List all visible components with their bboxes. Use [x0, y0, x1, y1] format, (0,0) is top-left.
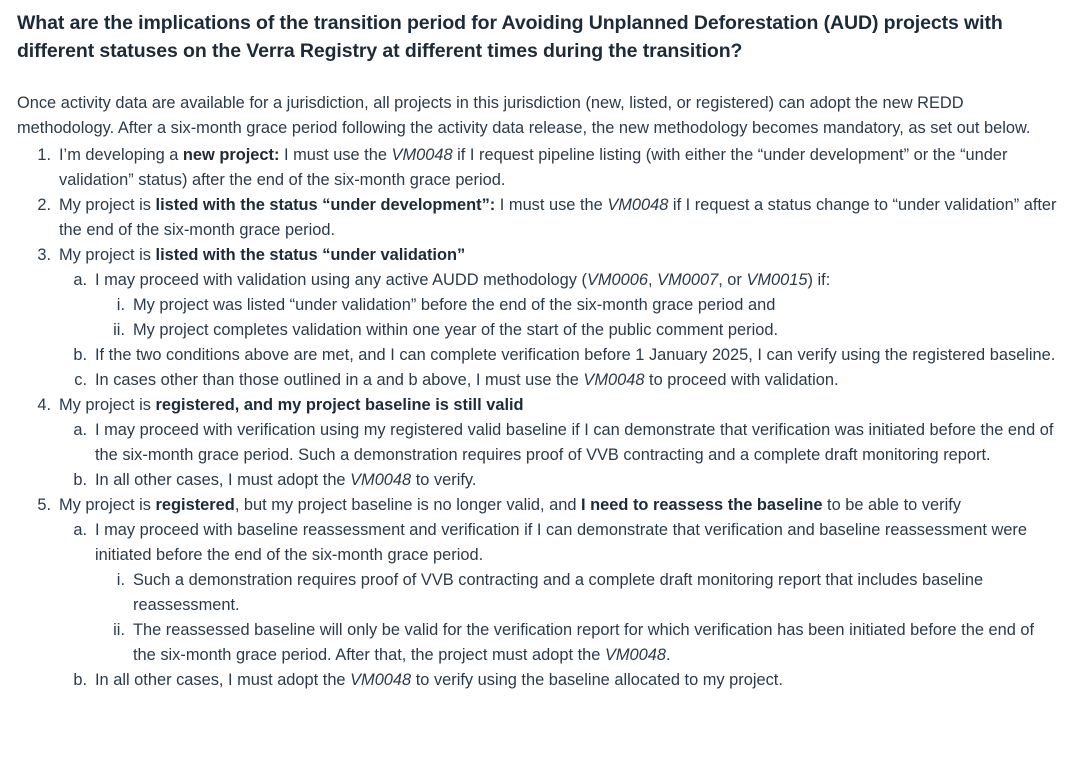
list-item-5a-i-text: Such a demonstration requires proof of VVB contracting and a complete draft monitoring report that includes baseline reassessment.	[133, 570, 984, 614]
list-item-5a-i	[95, 568, 1060, 618]
list-marker-4a: a .	[59, 418, 87, 443]
list-marker-4b: b .	[59, 468, 87, 493]
item2-method-code: VM0048	[607, 195, 669, 214]
list-item-2	[17, 193, 1060, 243]
list-item-5	[17, 493, 1060, 693]
item3a-mid1: ,	[648, 270, 658, 289]
item3a-method-code-2: VM0007	[657, 270, 719, 289]
list-marker-4: 4 .	[17, 393, 51, 418]
list-item-5a-text: I may proceed with baseline reassessment and verification if I can demonstrate that verification and baseline reassessment were initiated before the end of the six-month grace period.	[95, 520, 1028, 564]
item4b-lead: In all other cases, I must adopt the	[95, 470, 351, 489]
list-item-5b	[59, 668, 1060, 693]
list-item-3c-text	[95, 368, 1060, 393]
item5-tail: to be able to verify	[822, 495, 961, 514]
item2-tail: if I request a status change to “under validation” after the end of the six-month grace period.	[59, 195, 1057, 239]
item5-bold-2: I need to reassess the baseline	[581, 495, 823, 514]
list-item-1	[17, 143, 1060, 193]
item1-bold: new project:	[182, 145, 280, 164]
item5a-ii-lead: The reassessed baseline will only be valid for the verification report for which verification has been initiated before the end of the six-month grace period. After that, the project must adopt the	[133, 620, 1035, 664]
list-item-5a	[59, 518, 1060, 668]
list-marker-3b: b .	[59, 343, 87, 368]
list-marker-5: 5 .	[17, 493, 51, 518]
item1-tail: if I request pipeline listing (with either the “under development” or the “under validation” status) after the end of the six-month grace period.	[59, 145, 1008, 189]
list-item-3b	[59, 343, 1060, 368]
item5-bold-1: registered	[155, 495, 235, 514]
item3a-tail: ) if:	[807, 270, 831, 289]
item4b-method-code: VM0048	[350, 470, 412, 489]
item1-rest: I must use the	[279, 145, 392, 164]
list-item-4b-text	[95, 468, 1060, 493]
list-item-3a	[59, 268, 1060, 343]
item4b-tail: to verify.	[411, 470, 477, 489]
list-item-3a-sublist	[95, 293, 1060, 343]
item1-method-code: VM0048	[391, 145, 453, 164]
list-item-3a-ii	[95, 318, 1060, 343]
list-item-3a-text	[95, 268, 1060, 293]
item2-bold: listed with the status “under development”:	[155, 195, 496, 214]
item3-bold: listed with the status “under validation”	[155, 245, 466, 264]
list-marker-3a-i: i .	[95, 293, 125, 318]
item1-lead: I’m developing a	[59, 145, 183, 164]
item3a-lead: I may proceed with validation using any active AUDD methodology (	[95, 270, 587, 289]
list-item-3a-ii-text: My project completes validation within one year of the start of the public comment period.	[133, 320, 779, 339]
list-marker-3a-ii: ii .	[95, 318, 125, 343]
item5a-ii-method-code: VM0048	[604, 645, 667, 664]
list-item-3	[17, 243, 1060, 393]
item5-lead: My project is	[59, 495, 156, 514]
item3a-method-code-3: VM0015	[746, 270, 808, 289]
list-item-3a-i	[95, 293, 1060, 318]
item3c-method-code: VM0048	[583, 370, 645, 389]
list-marker-5a: a .	[59, 518, 87, 543]
list-item-5-text	[59, 493, 1060, 518]
list-item-1-text	[59, 143, 1060, 193]
list-marker-2: 2 .	[17, 193, 51, 218]
list-item-4-text	[59, 393, 1060, 418]
item4-bold: registered, and my project baseline is still valid	[155, 395, 524, 414]
item2-rest: I must use the	[495, 195, 608, 214]
list-item-5a-ii	[95, 618, 1060, 668]
intro-paragraph: Once activity data are available for a jurisdiction, all projects in this jurisdiction (new, listed, or registered) can adopt the new REDD methodology. After a six-month grace period following the activity data release, the new methodology becomes mandatory, as set out below.	[17, 94, 1031, 138]
list-item-4a	[59, 418, 1060, 468]
list-item-3b-text: If the two conditions above are met, and I can complete verification before 1 January 2025, I can verify using the registered baseline.	[95, 345, 1056, 364]
list-item-3-sublist	[59, 268, 1060, 393]
list-marker-3: 3 .	[17, 243, 51, 268]
list-marker-3c: c .	[59, 368, 87, 393]
item3c-tail: to proceed with validation.	[644, 370, 839, 389]
item5b-method-code: VM0048	[350, 670, 412, 689]
item5a-ii-tail: .	[666, 645, 671, 664]
item5-mid: , but my project baseline is no longer valid, and	[234, 495, 582, 514]
list-item-3a-i-text: My project was listed “under validation” before the end of the six-month grace period and	[133, 295, 776, 314]
list-item-4b	[59, 468, 1060, 493]
item5b-lead: In all other cases, I must adopt the	[95, 670, 351, 689]
list-marker-5a-i: i .	[95, 568, 125, 593]
item4-lead: My project is	[59, 395, 156, 414]
item3a-mid2: , or	[718, 270, 747, 289]
page-title: What are the implications of the transition period for Avoiding Unplanned Deforestation (AUD) projects with different statuses on the Verra Registry at different times during the transition?	[17, 12, 1003, 62]
list-item-4	[17, 393, 1060, 493]
list-marker-5a-ii: ii .	[95, 618, 125, 643]
list-item-3c	[59, 368, 1060, 393]
item2-lead: My project is	[59, 195, 156, 214]
list-item-4a-text: I may proceed with verification using my registered valid baseline if I can demonstrate that verification was initiated before the end of the six-month grace period. Such a demonstration requires proof of VVB contracting and a complete draft monitoring report.	[95, 420, 1054, 464]
item5b-tail: to verify using the baseline allocated to my project.	[411, 670, 783, 689]
transition-rules-list	[17, 143, 1060, 693]
list-item-5a-sublist	[95, 568, 1060, 668]
list-marker-5b: b .	[59, 668, 87, 693]
list-item-5a-ii-text	[133, 618, 1060, 668]
list-item-5b-text	[95, 668, 1060, 693]
list-marker-1: 1 .	[17, 143, 51, 168]
item3a-method-code-1: VM0006	[586, 270, 649, 289]
item3c-lead: In cases other than those outlined in a and b above, I must use the	[95, 370, 584, 389]
list-item-5-sublist	[59, 518, 1060, 693]
list-marker-3a: a .	[59, 268, 87, 293]
list-item-3-text	[59, 243, 1060, 268]
list-item-4-sublist	[59, 418, 1060, 493]
list-item-2-text	[59, 193, 1060, 243]
item3-lead: My project is	[59, 245, 156, 264]
